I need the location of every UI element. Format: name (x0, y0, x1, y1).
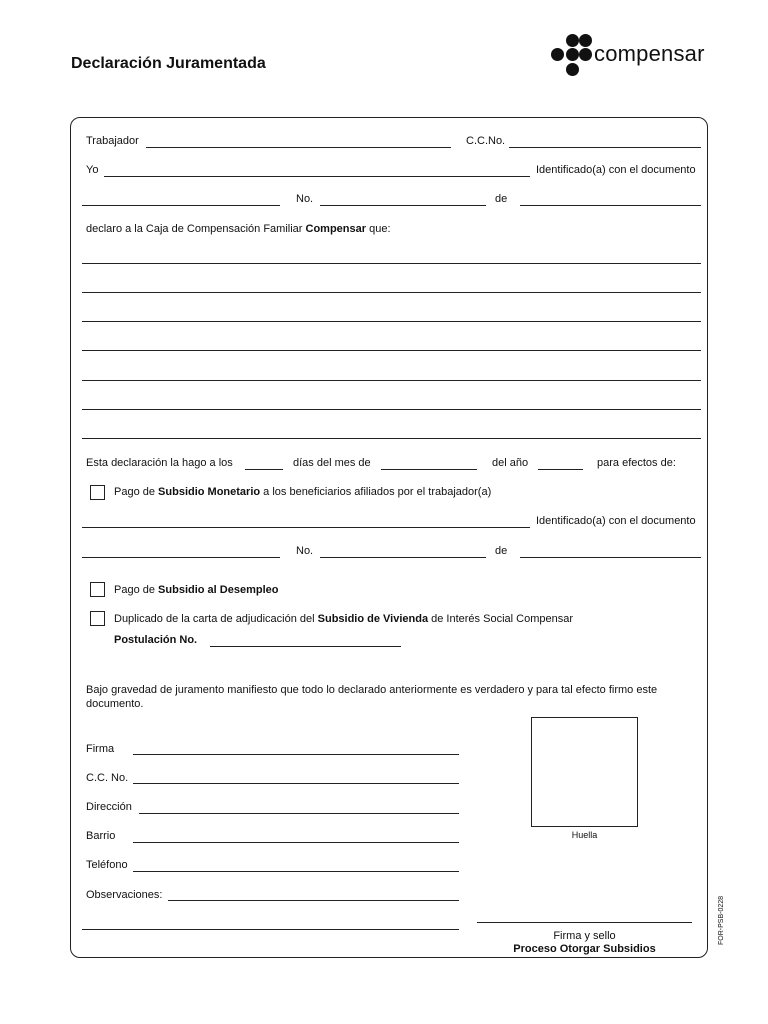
compensar-logo (548, 34, 713, 80)
de-label-2: de (495, 545, 508, 557)
documento-tipo-field[interactable] (82, 205, 280, 206)
page-title: Declaración Juramentada (71, 55, 266, 72)
declaracion-line[interactable] (82, 409, 701, 410)
postulacion-label: Postulación No. (114, 634, 198, 646)
identificado-label-2: Identificado(a) con el documento (536, 515, 696, 527)
logo-dot-icon (579, 48, 592, 61)
beneficiario-field[interactable] (82, 527, 530, 528)
logo-dot-icon (566, 48, 579, 61)
dias-label: días del mes de (293, 457, 371, 469)
logo-dot-icon (551, 48, 564, 61)
barrio-field[interactable] (133, 842, 459, 843)
observaciones-label: Observaciones: (86, 889, 163, 901)
juramento-text-line1: Bajo gravedad de juramento manifiesto que todo lo declarado anteriormente es verdadero y para tal efecto firmo este (86, 684, 658, 696)
anio-field[interactable] (538, 469, 583, 470)
declaracion-line[interactable] (82, 380, 701, 381)
declaracion-line[interactable] (82, 292, 701, 293)
declaracion-label: Esta declaración la hago a los (86, 457, 233, 469)
de-label: de (495, 193, 508, 205)
subsidio-vivienda-text: Duplicado de la carta de adjudicación del Subsidio de Vivienda de Interés Social Compensar (114, 613, 573, 625)
trabajador-field[interactable] (146, 147, 451, 148)
logo-text: compensar (594, 41, 705, 66)
trabajador-label: Trabajador (86, 135, 139, 147)
ccno-field[interactable] (509, 147, 701, 148)
telefono-field[interactable] (133, 871, 459, 872)
form-code: FOR-PSB-0228 (718, 895, 725, 945)
subsidio-vivienda-checkbox[interactable] (90, 611, 105, 626)
yo-label: Yo (86, 164, 99, 176)
firma-sello-label: Firma y sello (553, 930, 616, 942)
subsidio-monetario-text: Pago de Subsidio Monetario a los beneficiarios afiliados por el trabajador(a) (114, 486, 492, 498)
declaracion-line[interactable] (82, 438, 701, 439)
beneficiario-documento-numero-field[interactable] (320, 557, 486, 558)
cc-label: C.C. No. (86, 772, 129, 784)
barrio-label: Barrio (86, 830, 116, 842)
declaracion-line[interactable] (82, 321, 701, 322)
subsidio-desempleo-checkbox[interactable] (90, 582, 105, 597)
declaracion-line[interactable] (82, 350, 701, 351)
efectos-label: para efectos de: (597, 457, 676, 469)
logo-dot-icon (566, 63, 579, 76)
ccno-label: C.C.No. (466, 135, 506, 147)
firma-field[interactable] (133, 754, 459, 755)
subsidio-desempleo-text: Pago de Subsidio al Desempleo (114, 584, 279, 596)
declaro-text: declaro a la Caja de Compensación Familiar Compensar que: (86, 223, 391, 235)
postulacion-field[interactable] (210, 646, 401, 647)
firma-label: Firma (86, 743, 115, 755)
documento-lugar-field[interactable] (520, 205, 701, 206)
logo-dot-icon (579, 34, 592, 47)
cc-field[interactable] (133, 783, 459, 784)
observaciones-field[interactable] (168, 900, 459, 901)
mes-field[interactable] (381, 469, 477, 470)
documento-numero-field[interactable] (320, 205, 486, 206)
beneficiario-documento-lugar-field[interactable] (520, 557, 701, 558)
direccion-field[interactable] (139, 813, 459, 814)
juramento-text-line2: documento. (86, 698, 144, 710)
telefono-label: Teléfono (86, 859, 128, 871)
observaciones-field-line2[interactable] (82, 929, 459, 930)
no-label: No. (296, 193, 314, 205)
proceso-label: Proceso Otorgar Subsidios (513, 943, 656, 955)
no-label-2: No. (296, 545, 314, 557)
beneficiario-documento-tipo-field[interactable] (82, 557, 280, 558)
anio-label: del año (492, 457, 529, 469)
huella-label: Huella (571, 830, 598, 840)
firma-sello-field[interactable] (477, 922, 692, 923)
declaracion-line[interactable] (82, 263, 701, 264)
direccion-label: Dirección (86, 801, 132, 813)
logo-dot-icon (566, 34, 579, 47)
subsidio-monetario-checkbox[interactable] (90, 485, 105, 500)
huella-box[interactable] (531, 717, 638, 827)
dias-field[interactable] (245, 469, 283, 470)
yo-field[interactable] (104, 176, 530, 177)
identificado-label: Identificado(a) con el documento (536, 164, 696, 176)
